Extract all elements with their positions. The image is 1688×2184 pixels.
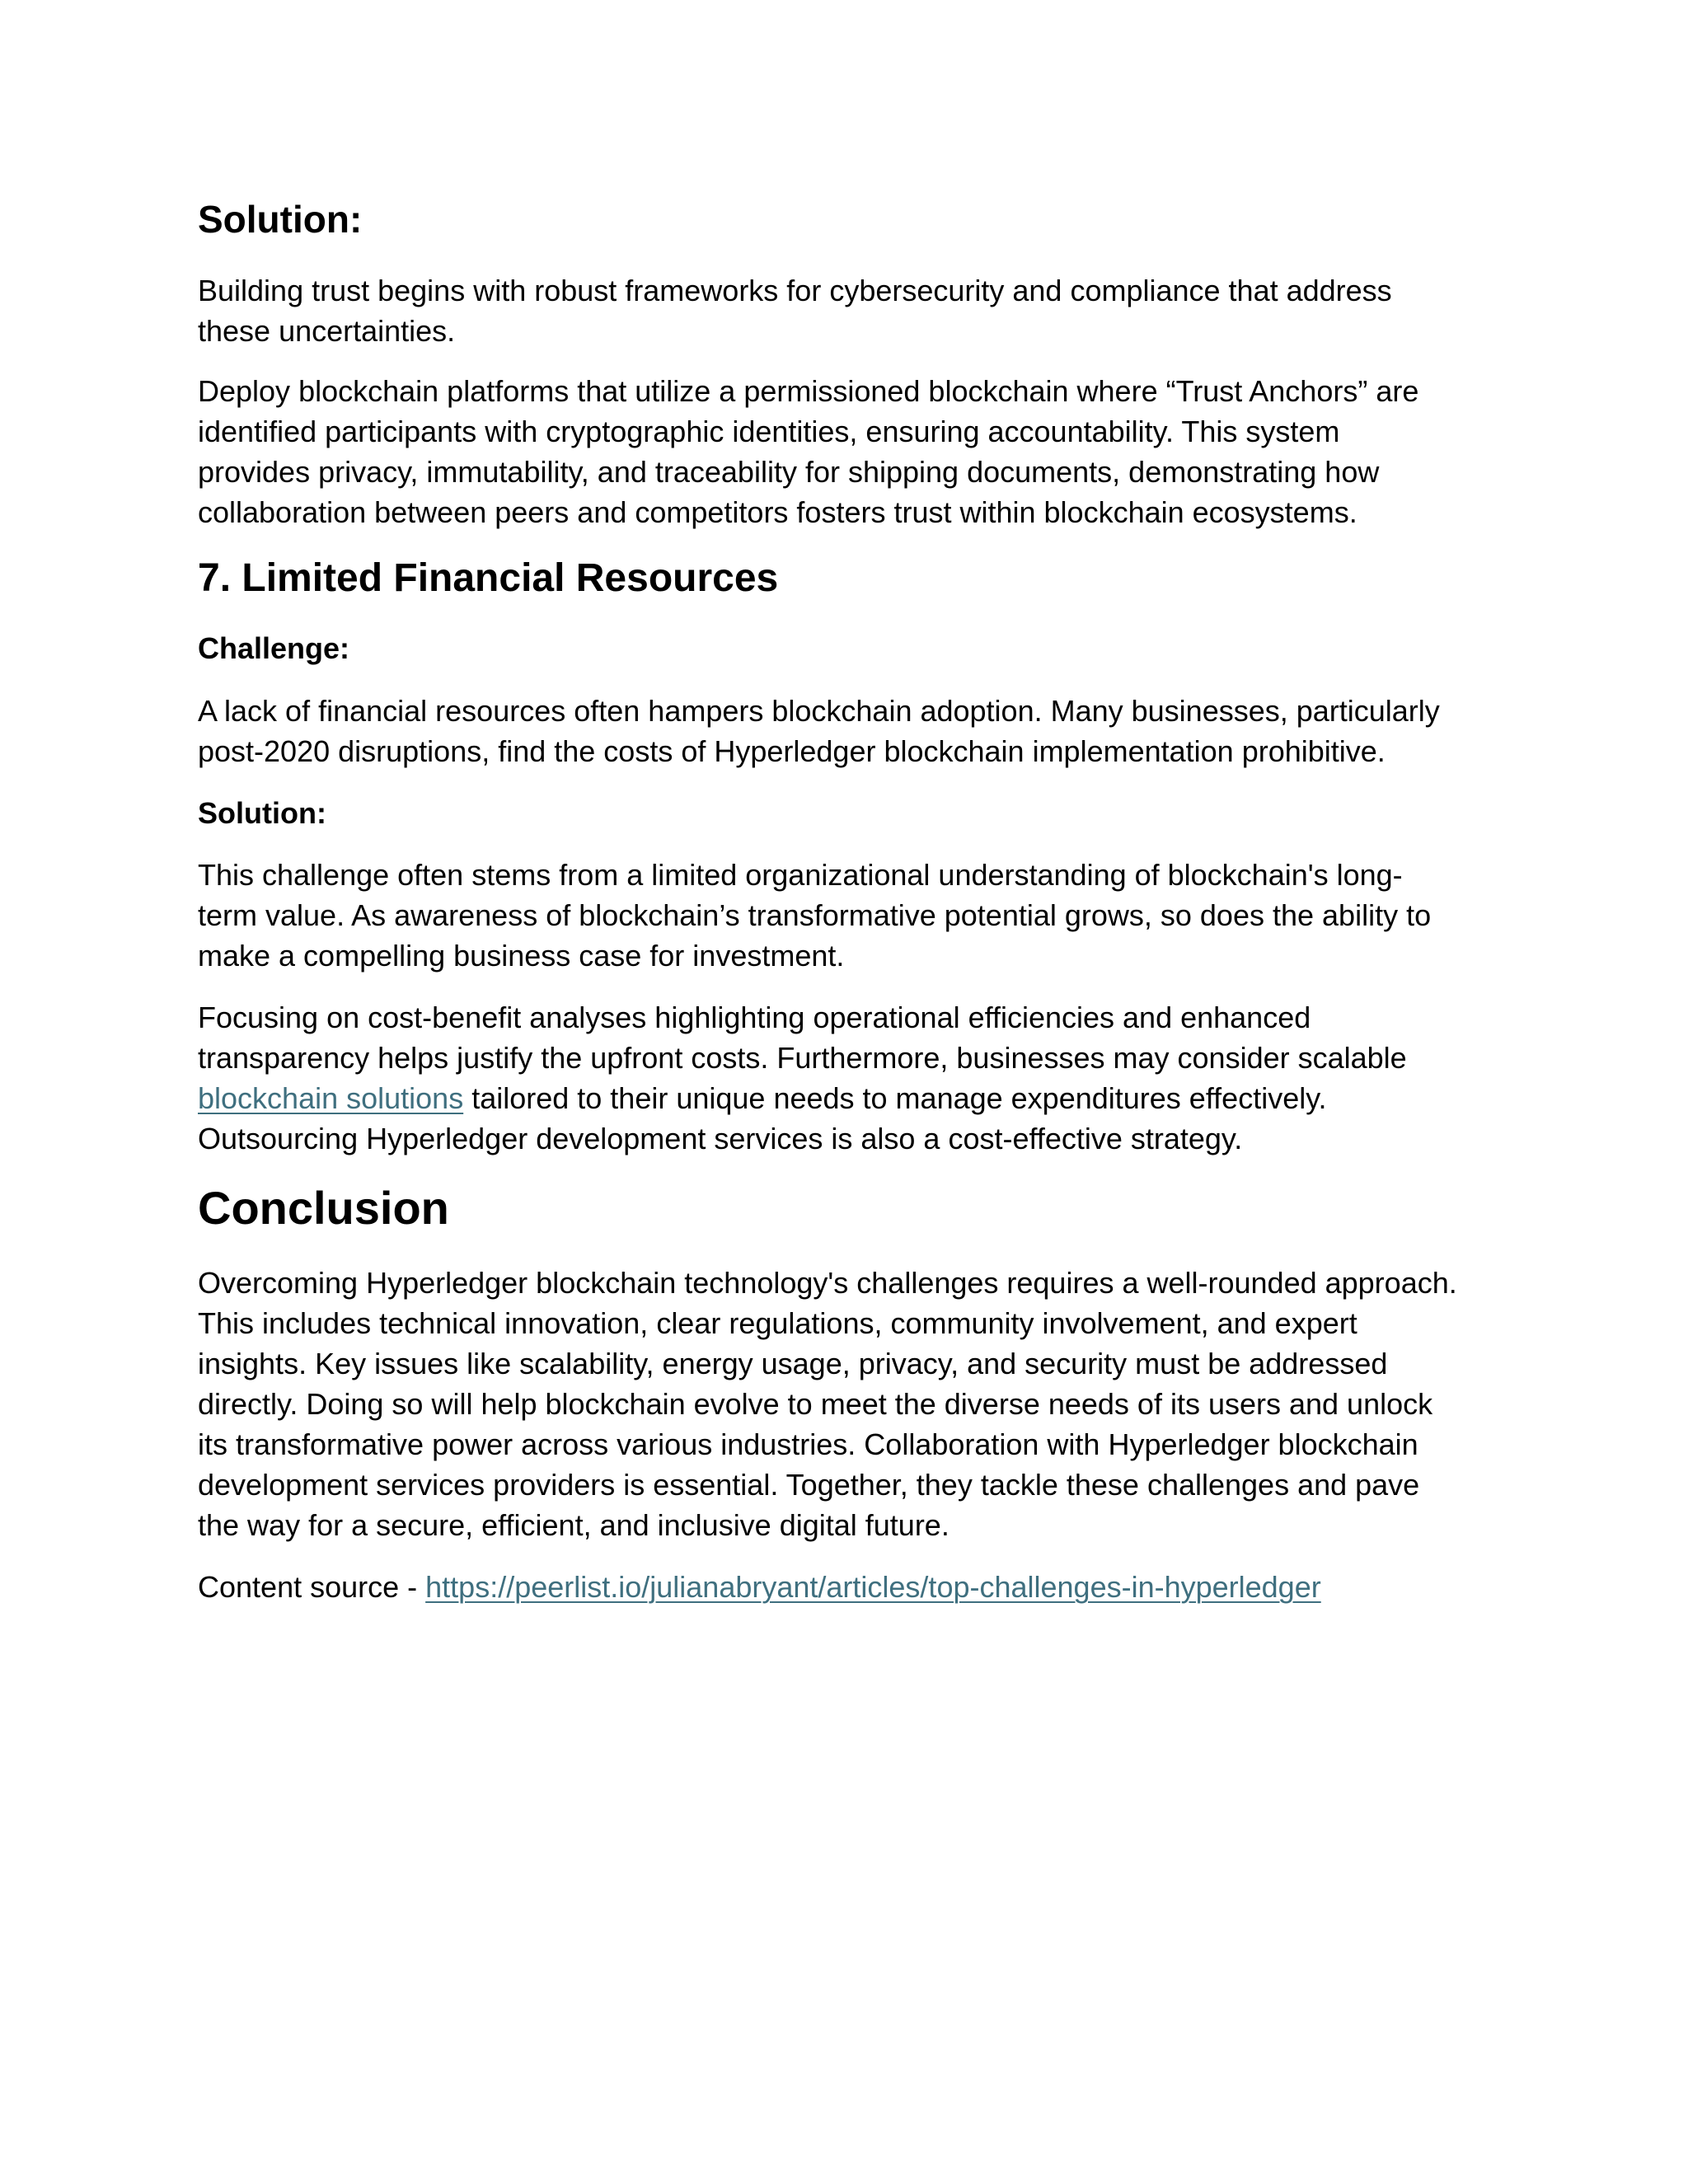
text-line: Overcoming Hyperledger blockchain technology's challenges requires a well-rounded approach. [198,1266,1457,1300]
text-line: collaboration between peers and competitors fosters trust within blockchain ecosystems. [198,495,1357,529]
text-line: transparency helps justify the upfront costs. Furthermore, businesses may consider scalable [198,1041,1407,1075]
text-line: This includes technical innovation, clear regulations, community involvement, and expert [198,1306,1357,1340]
text-line: make a compelling business case for investment. [198,939,845,972]
text-line: Deploy blockchain platforms that utilize a permissioned blockchain where “Trust Anchors” are [198,374,1419,408]
solution-paragraph-1 [198,270,1500,351]
blockchain-solutions-link[interactable]: blockchain solutions [198,1081,464,1115]
section-heading-limited-financial-resources: 7. Limited Financial Resources [198,556,779,600]
content-source [198,1567,1500,1607]
challenge-paragraph [198,691,1500,771]
text-line: Outsourcing Hyperledger development services is also a cost-effective strategy. [198,1122,1243,1155]
content-source-link[interactable]: https://peerlist.io/julianabryant/articles/top-challenges-in-hyperledger [425,1570,1321,1604]
text-line: This challenge often stems from a limited organizational understanding of blockchain's long- [198,858,1403,892]
text-line: its transformative power across various industries. Collaboration with Hyperledger blockchain [198,1427,1418,1461]
text-line: Building trust begins with robust frameworks for cybersecurity and compliance that address [198,274,1392,307]
text-line: the way for a secure, efficient, and inclusive digital future. [198,1508,950,1542]
text-line: term value. As awareness of blockchain’s transformative potential grows, so does the ability to [198,898,1432,932]
text-line: A lack of financial resources often hampers blockchain adoption. Many businesses, particularly [198,694,1440,728]
text-line: insights. Key issues like scalability, energy usage, privacy, and security must be addressed [198,1347,1388,1380]
conclusion-paragraph [198,1263,1500,1545]
text-line: Focusing on cost-benefit analyses highlighting operational efficiencies and enhanced [198,1001,1311,1034]
solution-paragraph-3 [198,855,1500,976]
conclusion-heading: Conclusion [198,1182,449,1234]
text-line: provides privacy, immutability, and traceability for shipping documents, demonstrating how [198,455,1380,489]
solution-label: Solution: [198,796,326,830]
solution-heading: Solution: [198,198,363,241]
text-line: directly. Doing so will help blockchain evolve to meet the diverse needs of its users and unlock [198,1387,1433,1421]
text-line-with-link [198,1078,1500,1118]
solution-paragraph-2 [198,371,1500,532]
content-source-label: Content source - [198,1570,426,1604]
text-line: post-2020 disruptions, find the costs of Hyperledger blockchain implementation prohibitive. [198,734,1386,768]
challenge-label: Challenge: [198,631,350,665]
text-line: identified participants with cryptographic identities, ensuring accountability. This system [198,415,1340,448]
text-line: development services providers is essential. Together, they tackle these challenges and pave [198,1468,1420,1502]
solution-paragraph-4 [198,997,1500,1159]
text-line: these uncertainties. [198,314,456,348]
text-fragment: tailored to their unique needs to manage expenditures effectively. [463,1081,1327,1115]
